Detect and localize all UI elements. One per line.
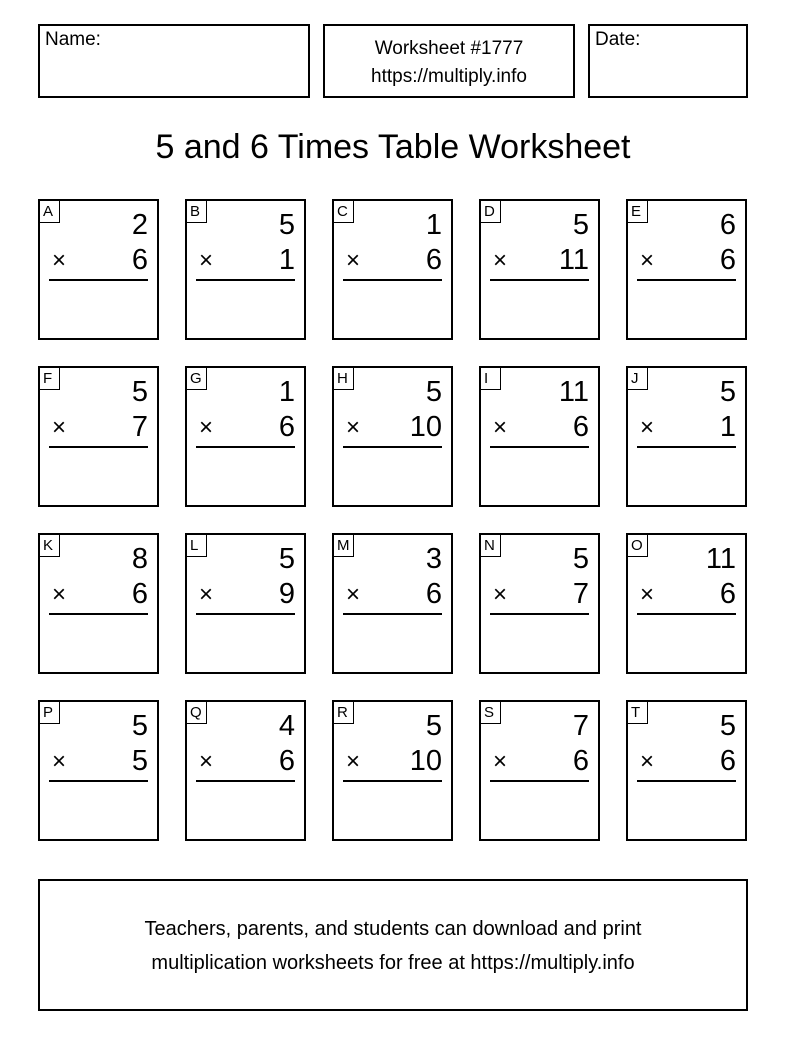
multiplicand: 1 xyxy=(425,209,442,241)
multiplicand: 5 xyxy=(719,710,736,742)
multiplier: 6 xyxy=(425,244,442,276)
multiplier: 11 xyxy=(558,244,589,276)
worksheet-url: https://multiply.info xyxy=(371,66,527,87)
footer-line-2: multiplication worksheets for free at https://multiply.info xyxy=(151,952,635,974)
answer-line xyxy=(637,279,736,281)
problem-label: M xyxy=(334,535,354,557)
page-title: 5 and 6 Times Table Worksheet xyxy=(155,128,631,166)
times-sign: × xyxy=(199,581,214,608)
multiplier: 6 xyxy=(278,745,295,777)
times-sign: × xyxy=(640,748,655,775)
times-sign: × xyxy=(199,414,214,441)
multiplier: 6 xyxy=(719,578,736,610)
times-sign: × xyxy=(640,581,655,608)
problem-d[interactable] xyxy=(479,199,600,340)
worksheet-info-box xyxy=(323,24,575,98)
answer-line xyxy=(196,279,295,281)
times-sign: × xyxy=(493,748,508,775)
multiplier: 7 xyxy=(131,411,148,443)
problem-h[interactable] xyxy=(332,366,453,507)
date-label: Date: xyxy=(595,29,641,50)
multiplicand: 5 xyxy=(278,209,295,241)
times-sign: × xyxy=(52,581,67,608)
problem-l[interactable] xyxy=(185,533,306,674)
answer-line xyxy=(49,780,148,782)
problem-p[interactable] xyxy=(38,700,159,841)
problem-r[interactable] xyxy=(332,700,453,841)
footer-line-1: Teachers, parents, and students can download and print xyxy=(144,918,642,940)
footer-box xyxy=(38,879,748,1011)
answer-line xyxy=(196,446,295,448)
multiplier: 6 xyxy=(131,244,148,276)
problem-label: O xyxy=(628,535,648,557)
multiplier: 6 xyxy=(719,745,736,777)
multiplier: 1 xyxy=(719,411,736,443)
answer-line xyxy=(490,613,589,615)
problem-label: I xyxy=(481,368,501,390)
multiplicand: 5 xyxy=(425,710,442,742)
times-sign: × xyxy=(493,247,508,274)
multiplier: 10 xyxy=(409,745,442,777)
answer-line xyxy=(49,446,148,448)
multiplicand: 1 xyxy=(278,376,295,408)
answer-line xyxy=(49,613,148,615)
name-label: Name: xyxy=(45,29,101,50)
problem-g[interactable] xyxy=(185,366,306,507)
multiplier: 6 xyxy=(719,244,736,276)
times-sign: × xyxy=(493,414,508,441)
problem-e[interactable] xyxy=(626,199,747,340)
problem-c[interactable] xyxy=(332,199,453,340)
times-sign: × xyxy=(52,414,67,441)
answer-line xyxy=(343,780,442,782)
times-sign: × xyxy=(640,247,655,274)
problem-label: S xyxy=(481,702,501,724)
answer-line xyxy=(196,613,295,615)
multiplier: 1 xyxy=(278,244,295,276)
answer-line xyxy=(637,613,736,615)
times-sign: × xyxy=(346,414,361,441)
problem-j[interactable] xyxy=(626,366,747,507)
multiplicand: 5 xyxy=(572,209,589,241)
multiplier: 7 xyxy=(572,578,589,610)
problem-s[interactable] xyxy=(479,700,600,841)
answer-line xyxy=(637,780,736,782)
problem-i[interactable] xyxy=(479,366,600,507)
problem-label: K xyxy=(40,535,60,557)
problem-label: Q xyxy=(187,702,207,724)
problem-label: R xyxy=(334,702,354,724)
answer-line xyxy=(490,446,589,448)
problem-label: L xyxy=(187,535,207,557)
problem-label: B xyxy=(187,201,207,223)
problem-label: E xyxy=(628,201,648,223)
problem-t[interactable] xyxy=(626,700,747,841)
problem-label: T xyxy=(628,702,648,724)
times-sign: × xyxy=(52,247,67,274)
problem-label: F xyxy=(40,368,60,390)
multiplicand: 5 xyxy=(131,710,148,742)
answer-line xyxy=(49,279,148,281)
answer-line xyxy=(343,279,442,281)
problem-label: H xyxy=(334,368,354,390)
multiplicand: 5 xyxy=(131,376,148,408)
name-box[interactable] xyxy=(38,24,310,98)
multiplicand: 5 xyxy=(572,543,589,575)
problem-label: A xyxy=(40,201,60,223)
times-sign: × xyxy=(346,247,361,274)
times-sign: × xyxy=(52,748,67,775)
problem-m[interactable] xyxy=(332,533,453,674)
answer-line xyxy=(196,780,295,782)
times-sign: × xyxy=(640,414,655,441)
answer-line xyxy=(637,446,736,448)
date-box[interactable] xyxy=(588,24,748,98)
worksheet-number: Worksheet #1777 xyxy=(374,38,524,59)
multiplicand: 4 xyxy=(278,710,295,742)
problem-label: J xyxy=(628,368,648,390)
times-sign: × xyxy=(346,748,361,775)
problem-label: G xyxy=(187,368,207,390)
times-sign: × xyxy=(199,247,214,274)
multiplier: 5 xyxy=(131,745,148,777)
multiplier: 6 xyxy=(572,745,589,777)
multiplicand: 5 xyxy=(425,376,442,408)
multiplier: 10 xyxy=(409,411,442,443)
problem-b[interactable] xyxy=(185,199,306,340)
problem-label: P xyxy=(40,702,60,724)
multiplier: 6 xyxy=(425,578,442,610)
problem-a[interactable] xyxy=(38,199,159,340)
answer-line xyxy=(490,279,589,281)
multiplicand: 11 xyxy=(558,376,589,408)
problem-o[interactable] xyxy=(626,533,747,674)
problem-f[interactable] xyxy=(38,366,159,507)
multiplicand: 3 xyxy=(425,543,442,575)
multiplicand: 8 xyxy=(131,543,148,575)
problem-label: D xyxy=(481,201,501,223)
problem-q[interactable] xyxy=(185,700,306,841)
multiplicand: 6 xyxy=(719,209,736,241)
multiplicand: 5 xyxy=(719,376,736,408)
problem-n[interactable] xyxy=(479,533,600,674)
times-sign: × xyxy=(493,581,508,608)
times-sign: × xyxy=(199,748,214,775)
problem-label: C xyxy=(334,201,354,223)
answer-line xyxy=(343,446,442,448)
multiplicand: 2 xyxy=(131,209,148,241)
multiplicand: 5 xyxy=(278,543,295,575)
problem-label: N xyxy=(481,535,501,557)
multiplicand: 11 xyxy=(705,543,736,575)
multiplier: 6 xyxy=(278,411,295,443)
multiplier: 9 xyxy=(278,578,295,610)
multiplicand: 7 xyxy=(572,710,589,742)
answer-line xyxy=(490,780,589,782)
times-sign: × xyxy=(346,581,361,608)
problem-k[interactable] xyxy=(38,533,159,674)
multiplier: 6 xyxy=(572,411,589,443)
multiplier: 6 xyxy=(131,578,148,610)
answer-line xyxy=(343,613,442,615)
